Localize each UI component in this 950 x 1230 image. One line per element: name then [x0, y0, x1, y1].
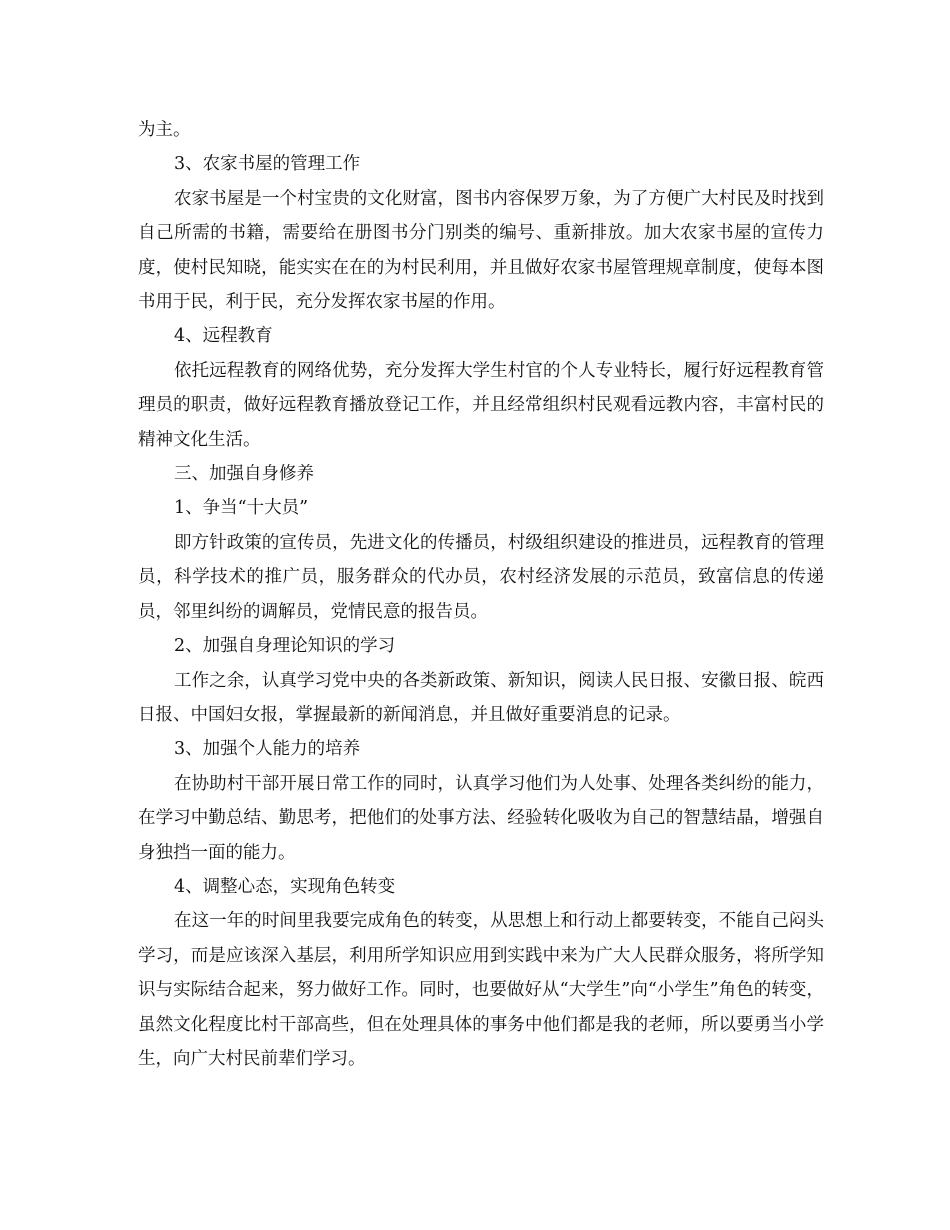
heading-ability-training: 3、加强个人能力的培养 — [174, 739, 361, 760]
paragraph-ten-roles: 即方针政策的宣传员，先进文化的传播员，村级组织建设的推进员，远程教育的管理员，科学技术的推广员，服务群众的代办员，农村经济发展的示范员，致富信息的传递员，邻里纠纷的调解员，党情民意的报告员。 — [138, 532, 824, 622]
heading-role-change: 4、调整心态，实现角色转变 — [174, 876, 396, 897]
document-page — [138, 113, 824, 1076]
paragraph-continuation: 为主。 — [138, 120, 191, 140]
section-heading-self-cultivation: 三、加强自身修养 — [174, 464, 314, 485]
heading-theory-study: 2、加强自身理论知识的学习 — [174, 636, 396, 657]
heading-ten-roles: 1、争当“十大员” — [174, 498, 309, 519]
heading-library-management: 3、农家书屋的管理工作 — [174, 154, 361, 175]
paragraph-ability-training: 在协助村干部开展日常工作的同时，认真学习他们为人处事、处理各类纠纷的能力，在学习中勤总结、勤思考，把他们的处事方法、经验转化吸收为自己的智慧结晶，增强自身独挡一面的能力。 — [138, 773, 824, 863]
paragraph-theory-study: 工作之余，认真学习党中央的各类新政策、新知识，阅读人民日报、安徽日报、皖西日报、中国妇女报，掌握最新的新闻消息，并且做好重要消息的记录。 — [138, 670, 824, 725]
heading-remote-education: 4、远程教育 — [174, 326, 273, 347]
paragraph-library-management: 农家书屋是一个村宝贵的文化财富，图书内容保罗万象，为了方便广大村民及时找到自己所需的书籍，需要给在册图书分门别类的编号、重新排放。加大农家书屋的宣传力度，使村民知晓，能实实在在的为村民利用，并且做好农家书屋管理规章制度，使每本图书用于民，利于民，充分发挥农家书屋的作用。 — [138, 188, 824, 313]
paragraph-role-change: 在这一年的时间里我要完成角色的转变，从思想上和行动上都要转变，不能自己闷头学习，而是应该深入基层，利用所学知识应用到实践中来为广大人民群众服务，将所学知识与实际结合起来，努力做好工作。同时，也要做好从“大学生”向“小学生”角色的转变，虽然文化程度比村干部高些，但在处理具体的事务中他们都是我的老师，所以要勇当小学生，向广大村民前辈们学习。 — [138, 911, 824, 1069]
paragraph-remote-education: 依托远程教育的网络优势，充分发挥大学生村官的个人专业特长，履行好远程教育管理员的职责，做好远程教育播放登记工作，并且经常组织村民观看远教内容，丰富村民的精神文化生活。 — [138, 360, 824, 450]
